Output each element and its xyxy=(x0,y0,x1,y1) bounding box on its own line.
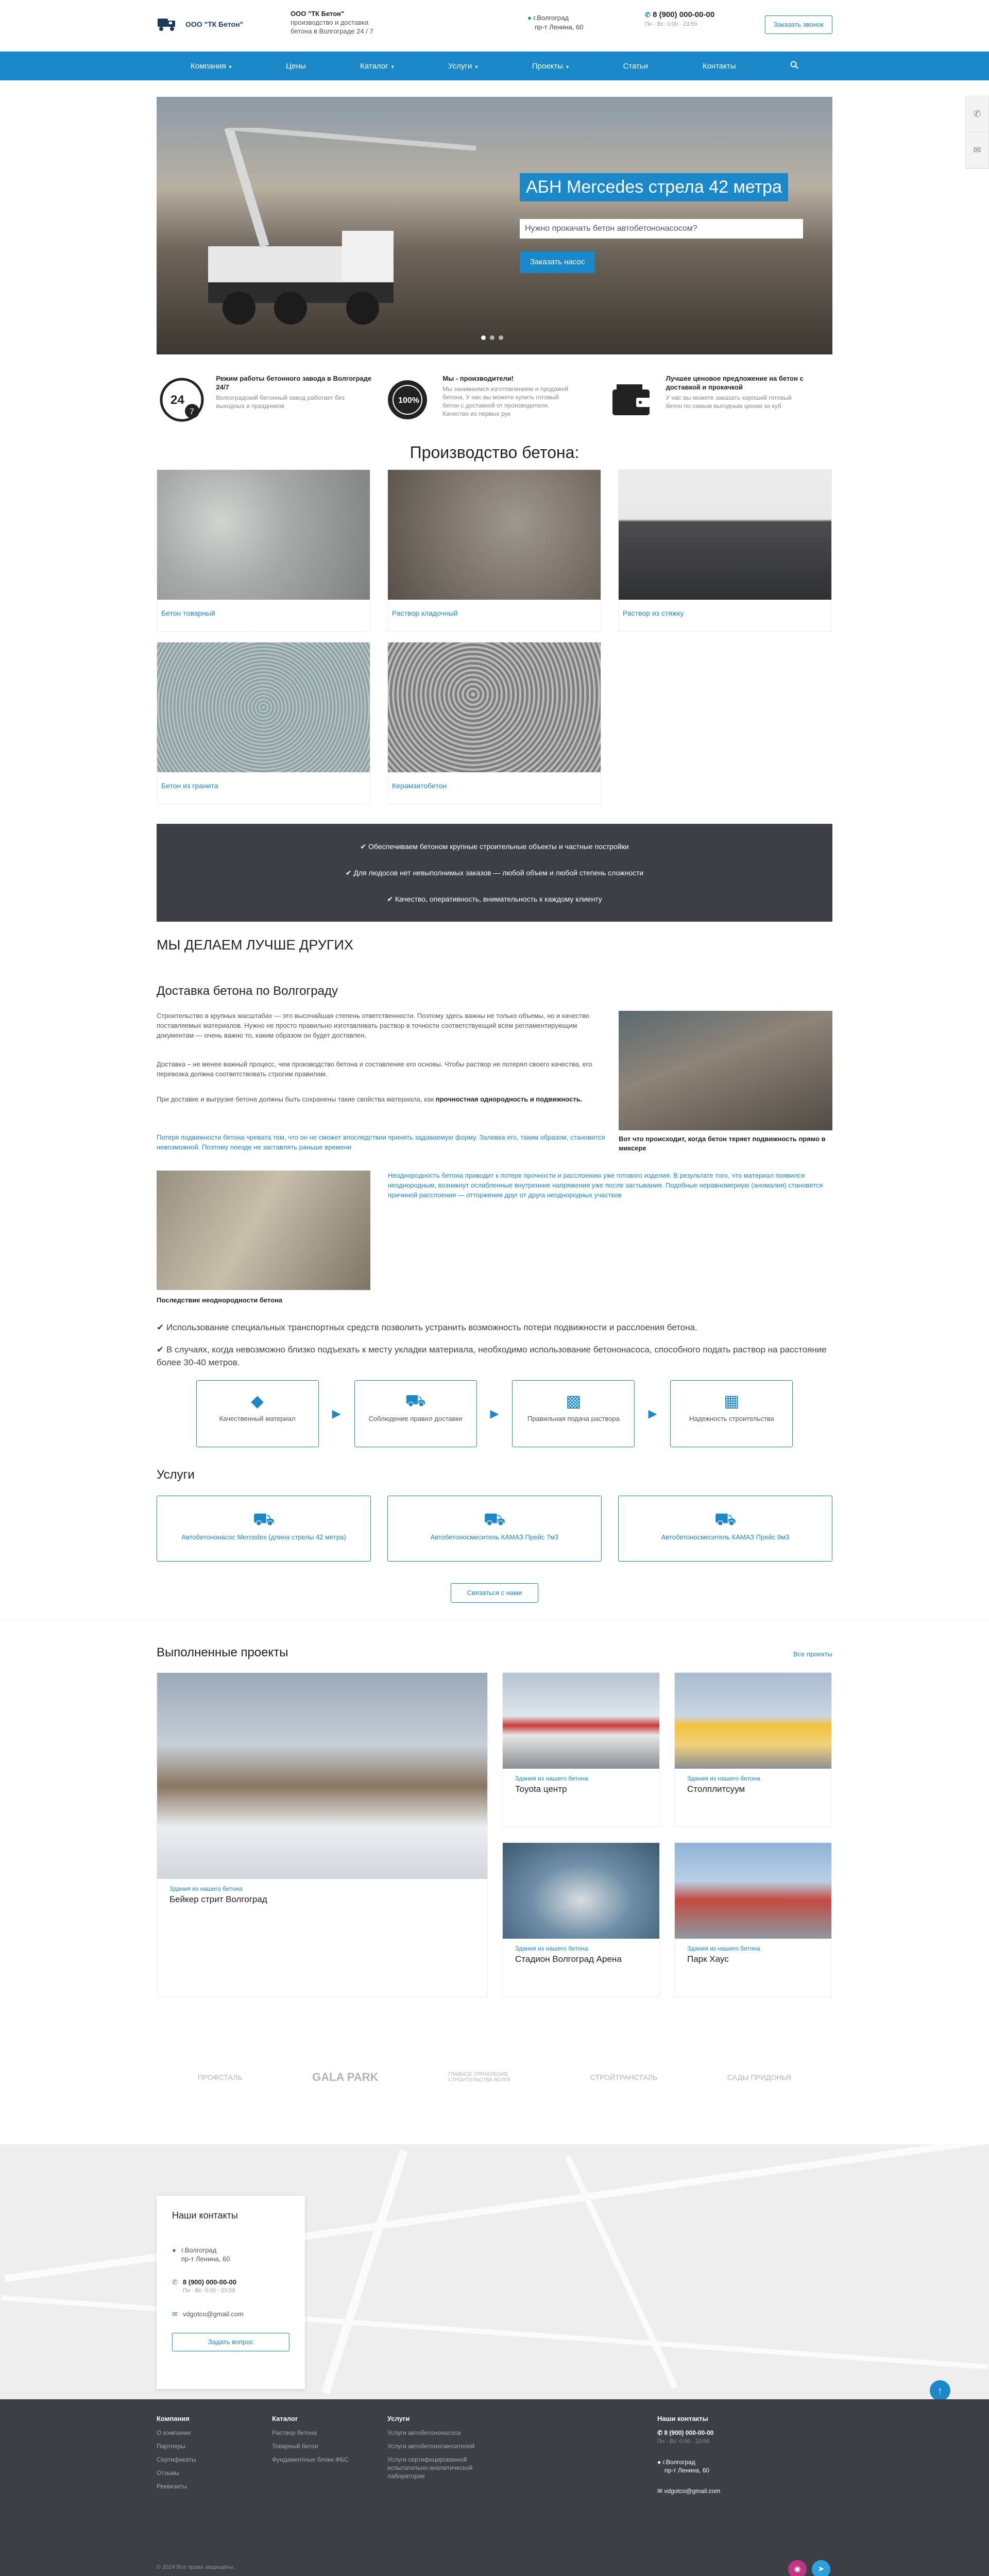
product-card[interactable] xyxy=(157,469,370,632)
article-paragraph: Доставка – не менее важный процесс, чем производство бетона и составление его основы. Чтобы раствор не потерял своего качества, его перевозка должна соответствовать строгим правилам. xyxy=(157,1060,592,1078)
footer-link[interactable]: Реквизиты xyxy=(157,2483,187,2490)
checkmark-icon: ✔ xyxy=(157,1345,164,1354)
arrow-right-icon: ▶ xyxy=(648,1407,657,1420)
phone-number: 8 (900) 000-00-00 xyxy=(182,2278,236,2286)
product-card[interactable] xyxy=(618,469,832,632)
partner-logo[interactable]: ГЛАВНОЕ УПРАВЛЕНИЕ СТРОИТЕЛЬСТВА ВОЛГА xyxy=(448,2072,511,2083)
step-card xyxy=(670,1380,793,1447)
partner-logo[interactable]: GALA PARK xyxy=(312,2071,379,2083)
footer-col-title: Компания xyxy=(157,2415,190,2422)
address-line-2: пр-т Ленина, 60 xyxy=(535,23,584,31)
side-widget xyxy=(965,96,989,169)
project-tag: Здания из нашего бетона xyxy=(687,1945,760,1952)
mail-icon: ✉ xyxy=(657,2487,663,2495)
header-phone[interactable] xyxy=(645,10,714,27)
partner-logo[interactable]: ПРОФСТАЛЬ xyxy=(198,2073,243,2081)
nav-label: Услуги xyxy=(448,61,472,71)
footer-link[interactable]: О компании xyxy=(157,2429,191,2436)
partners-row xyxy=(157,2062,832,2093)
arrow-right-icon: ▶ xyxy=(332,1407,341,1420)
nav-item-services[interactable] xyxy=(448,62,478,71)
company-name: ООО "ТК Бетон" xyxy=(291,10,345,18)
email-address: vdgotco@gmail.com xyxy=(182,2310,244,2318)
service-label: Автобетоносмеситель КАМАЗ Прейс 7м3 xyxy=(430,1533,559,1541)
delivery-heading: Доставка бетона по Волгограду xyxy=(157,984,338,998)
feature-item xyxy=(157,374,382,436)
building-icon: ▦ xyxy=(724,1392,740,1410)
chevron-down-icon: ▾ xyxy=(391,64,394,70)
project-title[interactable]: Toyota центр xyxy=(515,1784,567,1794)
diamond-icon: ◆ xyxy=(251,1392,264,1410)
project-card[interactable] xyxy=(674,1672,832,1827)
slider-dot[interactable] xyxy=(499,335,503,340)
address-line: г.Волгоград xyxy=(181,2246,217,2254)
article-strong-text: прочностная однородность и подвижность. xyxy=(435,1095,583,1103)
footer-col-title: Услуги xyxy=(387,2415,410,2422)
product-name[interactable]: Бетон из гранита xyxy=(161,782,218,790)
project-title[interactable]: Бейкер стрит Волгоград xyxy=(169,1894,267,1904)
mixer-photo xyxy=(619,1011,832,1130)
phone-number: 8 (900) 000-00-00 xyxy=(653,10,715,19)
project-tag: Здания из нашего бетона xyxy=(687,1775,760,1782)
feature-title: Мы - производители! xyxy=(442,375,514,382)
article-text: При доставке и выгрузке бетона должны быть сохранены такие свойства материала, как прочностная однородность и подвижность. xyxy=(157,1095,583,1103)
service-label: Автобетоносмеситель КАМАЗ Прейс 9м3 xyxy=(661,1533,790,1541)
work-hours: Пн - Вс: 0:00 - 23:59 xyxy=(182,2287,235,2294)
footer-col-title: Наши контакты xyxy=(657,2415,708,2422)
phone-icon: ✆ xyxy=(645,11,651,19)
project-tag: Здания из нашего бетона xyxy=(169,1885,243,1892)
project-image xyxy=(675,1843,831,1939)
mail-icon: ✉ xyxy=(172,2310,178,2318)
product-image xyxy=(388,470,601,600)
project-image xyxy=(503,1673,659,1769)
photo-caption: Последствие неоднородности бетона xyxy=(157,1296,283,1304)
order-pump-button[interactable]: Заказать насос xyxy=(520,251,595,273)
contact-us-button[interactable]: Связаться с нами xyxy=(451,1583,538,1603)
nav-item-contacts[interactable] xyxy=(703,62,736,71)
partner-logo[interactable]: САДЫ ПРИДОНЬЯ xyxy=(727,2073,791,2081)
nav-label: Каталог xyxy=(360,61,388,71)
company-desc-2: бетона в Волгограде 24 / 7 xyxy=(291,27,373,35)
mail-icon[interactable]: ✉ xyxy=(966,132,988,168)
work-hours: Пн - Вс: 0:00 - 23:59 xyxy=(645,21,697,27)
location-pin-icon: ● xyxy=(172,2246,176,2254)
nav-item-catalog[interactable] xyxy=(360,62,394,71)
logo[interactable] xyxy=(157,15,243,33)
footer-col-contacts xyxy=(657,2415,771,2500)
project-card[interactable] xyxy=(674,1842,832,1997)
nav-label: Цены xyxy=(286,61,306,71)
concrete-photo xyxy=(157,1171,370,1290)
product-image xyxy=(157,470,370,600)
wallet-icon xyxy=(607,374,657,426)
about-heading: МЫ ДЕЛАЕМ ЛУЧШЕ ДРУГИХ xyxy=(157,937,353,953)
services-heading: Услуги xyxy=(157,1468,195,1482)
phone-number: 8 (900) 000-00-00 xyxy=(664,2429,714,2436)
copyright: © 2024 Все права защищены. xyxy=(157,2564,235,2570)
projects-header xyxy=(157,1646,832,1660)
nav-label: Компания xyxy=(191,61,226,71)
services-row xyxy=(157,1496,832,1562)
article-paragraph: Потеря подвижности бетона чревата тем, что он не сможет впоследствии принять задаваемую форму. Заливка его, таким образом, становится невозможной. Поэтому поезде не заставлять раньше времени xyxy=(157,1133,605,1151)
service-card[interactable] xyxy=(157,1496,371,1562)
project-image xyxy=(675,1673,831,1769)
hero-question-field[interactable]: Нужно прокачать бетон автобетононасосом? xyxy=(520,219,803,239)
feature-item xyxy=(607,374,832,436)
company-desc-1: производство и доставка xyxy=(291,19,369,26)
step-card xyxy=(512,1380,635,1447)
article-paragraph xyxy=(157,1094,615,1104)
footer-link[interactable]: Отзывы xyxy=(157,2469,179,2477)
checks-list xyxy=(157,1321,832,1369)
advantages-banner xyxy=(157,824,832,922)
feature-text: Мы занимаемся изготовлением и продажей бетона. У нас вы можете купить готовый бетон с доставкой от производителя. Качество из первых рук xyxy=(442,385,569,417)
photo-caption: Вот что происходит, когда бетон теряет подвижность прямо в миксере xyxy=(619,1135,826,1152)
product-name[interactable]: Керамзитобетон xyxy=(392,782,447,790)
feature-item xyxy=(382,374,607,436)
order-call-button[interactable]: Заказать звонок xyxy=(765,15,832,34)
project-title[interactable]: Парк Хаус xyxy=(687,1954,729,1964)
svg-text:7: 7 xyxy=(189,408,194,416)
project-card[interactable] xyxy=(157,1672,488,1997)
svg-text:100%: 100% xyxy=(398,396,420,405)
contact-address xyxy=(172,2246,289,2263)
article-paragraph: Неоднородность бетона приводит к потере прочности и расслоению уже готового изделия. В результате того, что материал появился неоднородным, возникнут ослабленные внутренние напряжения уже после застывания. Подобные неравномерную (аномалия) становятся причиной расслоения — отторжения друг от друга неоднородных участков xyxy=(388,1172,823,1199)
footer-link[interactable]: Услуги автобетононасоса xyxy=(387,2429,461,2436)
clock-24-7-icon xyxy=(157,374,207,426)
checkmark-icon: ✔ xyxy=(157,1323,164,1332)
article-paragraph: Строительство в крупных масштабах — это высочайшая степень ответственности. Поэтому здесь важны не только объемы, но и качество поставляемых материалов. Нужно не просто правильно изготавливать раствор в точности соответствующий всем регламентирующим документам — очень важно то, каким образом он будет доставлен. xyxy=(157,1012,590,1039)
footer-link[interactable]: Раствор бетона xyxy=(272,2429,317,2436)
check-text: Использование специальных транспортных средств позволить устранить возможность потери подвижности и расслоения бетона. xyxy=(166,1323,697,1332)
chevron-down-icon: ▾ xyxy=(566,64,569,70)
footer xyxy=(0,2399,989,2576)
partner-logo[interactable]: СТРОЙТРАНСТАЛЬ xyxy=(590,2073,658,2081)
service-card[interactable] xyxy=(618,1496,832,1562)
steps-row xyxy=(157,1380,832,1447)
feature-text: У нас вы можете заказать хороший готовый бетон по самым выгодным ценам за куб xyxy=(666,394,792,410)
projects-grid xyxy=(157,1672,832,1997)
footer-col-catalog xyxy=(272,2415,349,2469)
project-card[interactable] xyxy=(502,1672,660,1827)
footer-col-company xyxy=(157,2415,196,2496)
advantage-line: ✔ Качество, оперативность, внимательность к каждому клиенту xyxy=(387,895,602,904)
footer-col-services xyxy=(387,2415,490,2485)
header-address xyxy=(527,13,583,32)
address-line-1: г.Волгоград xyxy=(533,14,569,22)
search-icon[interactable] xyxy=(790,61,798,71)
hero-slider xyxy=(157,97,832,354)
step-label: Надежность строительства xyxy=(689,1415,774,1422)
product-image xyxy=(157,642,370,772)
product-name[interactable]: Раствор из стяжку xyxy=(623,609,684,617)
ask-question-button[interactable]: Задать вопрос xyxy=(172,2333,289,2351)
check-text: В случаях, когда невозможно близко подъехать к месту укладки материала, необходимо использование бетононасоса, способного подать раствор на расстояние более 30-40 метров. xyxy=(157,1345,827,1367)
location-pin-icon: ● xyxy=(527,14,532,22)
production-title: Производство бетона: xyxy=(410,443,579,462)
footer-link[interactable]: Партнеры xyxy=(157,2443,185,2450)
project-image xyxy=(503,1843,659,1939)
advantage-line: ✔ Обеспечиваем бетоном крупные строительные объекты и частные постройки xyxy=(360,842,628,851)
advantage-line: ✔ Для людосов нет невыполнимых заказов — любой объем и любой степень сложности xyxy=(346,869,643,877)
hero-title: АБН Mercedes стрела 42 метра xyxy=(520,173,788,201)
header xyxy=(0,0,989,52)
scroll-up-icon[interactable]: ↑ xyxy=(930,2380,950,2401)
nav-label: Контакты xyxy=(702,61,736,71)
address-line: г.Волгоград xyxy=(662,2459,695,2466)
products-grid xyxy=(157,469,832,804)
phone-icon: ✆ xyxy=(172,2278,178,2286)
footer-link[interactable]: Услуги сертифицированной испытательно-аналитической лаборатории xyxy=(387,2456,473,2480)
product-card[interactable] xyxy=(157,642,370,804)
product-card[interactable] xyxy=(387,642,601,804)
project-title[interactable]: Стадион Волгоград Арена xyxy=(515,1954,622,1964)
contact-email[interactable] xyxy=(172,2310,289,2318)
slider-dots xyxy=(481,335,503,340)
truck-pump-image xyxy=(187,128,476,344)
step-label: Качественный материал xyxy=(219,1415,296,1422)
footer-address xyxy=(657,2458,771,2475)
truck-icon: ⛟ xyxy=(483,1510,506,1529)
footer-link[interactable]: Товарный бетон xyxy=(272,2443,318,2450)
main-nav xyxy=(0,52,989,80)
contacts-heading: Наши контакты xyxy=(172,2210,238,2221)
feature-title: Режим работы бетонного завода в Волгограде 24/7 xyxy=(216,375,372,391)
footer-link[interactable]: Сертификаты xyxy=(157,2456,196,2463)
nav-item-company[interactable] xyxy=(191,62,232,71)
step-label: Соблюдение правил доставки xyxy=(368,1415,463,1422)
footer-col-title: Каталог xyxy=(272,2415,298,2422)
project-card[interactable] xyxy=(502,1842,660,1997)
logo-text: ООО "ТК Бетон" xyxy=(185,20,244,28)
step-card xyxy=(354,1380,477,1447)
location-pin-icon: ● xyxy=(657,2459,661,2466)
logo-truck-icon xyxy=(157,15,180,33)
instagram-icon[interactable]: ◉ xyxy=(788,2560,807,2576)
nav-item-projects[interactable] xyxy=(532,62,569,71)
step-label: Правильная подача раствора xyxy=(527,1415,620,1422)
service-label: Автобетононасос Mercedes (длина стрелы 42 метра) xyxy=(181,1533,346,1541)
callback-phone-icon[interactable]: ✆ xyxy=(966,96,988,132)
check-item xyxy=(157,1343,832,1369)
work-hours: Пн - Вс: 0:00 - 23:59 xyxy=(657,2438,710,2445)
nav-item-articles[interactable] xyxy=(623,62,649,71)
nav-label: Проекты xyxy=(532,61,564,71)
all-projects-link[interactable]: Все проекты xyxy=(793,1650,832,1658)
check-item xyxy=(157,1321,832,1334)
truck-icon: ⛟ xyxy=(714,1510,737,1529)
product-card[interactable] xyxy=(387,469,601,632)
address-line: пр-т Ленина, 60 xyxy=(664,2467,710,2474)
projects-heading: Выполненные проекты xyxy=(157,1646,288,1659)
contacts-card xyxy=(157,2196,305,2389)
product-image xyxy=(388,642,601,772)
chevron-down-icon: ▾ xyxy=(229,64,232,70)
footer-link[interactable]: Услуги автобетоносмесителей xyxy=(387,2443,475,2450)
project-tag: Здания из нашего бетона xyxy=(515,1775,588,1782)
product-name[interactable]: Бетон товарный xyxy=(161,609,215,617)
telegram-icon[interactable]: ➤ xyxy=(812,2560,830,2576)
address-line: пр-т Ленина, 60 xyxy=(181,2255,230,2263)
arrow-right-icon: ▶ xyxy=(490,1407,499,1420)
footer-phone[interactable] xyxy=(657,2429,771,2446)
service-card[interactable] xyxy=(387,1496,602,1562)
features xyxy=(157,374,832,436)
step-card xyxy=(196,1380,319,1447)
project-tag: Здания из нашего бетона xyxy=(515,1945,588,1952)
footer-link[interactable]: Фундаментные блоки ФБС xyxy=(272,2456,349,2463)
quality-badge-icon xyxy=(382,374,433,426)
truck-icon: ⛟ xyxy=(252,1510,275,1529)
project-title[interactable]: Столплитсуум xyxy=(687,1784,745,1794)
product-name[interactable]: Раствор кладочный xyxy=(392,609,458,617)
chevron-down-icon: ▾ xyxy=(475,64,478,70)
svg-text:24: 24 xyxy=(170,393,184,407)
slider-dot[interactable] xyxy=(490,335,494,340)
nav-item-prices[interactable] xyxy=(286,62,306,71)
company-info xyxy=(291,9,373,36)
product-image xyxy=(619,470,831,600)
feature-text: Волгоградский бетонный завод работает без выходных и праздников xyxy=(216,394,345,410)
nav-label: Статьи xyxy=(623,61,649,71)
truck-icon: ⛟ xyxy=(405,1391,426,1410)
section-divider xyxy=(0,1619,989,1620)
phone-icon: ✆ xyxy=(657,2429,663,2436)
pour-icon: ▩ xyxy=(566,1392,582,1410)
contact-phone[interactable] xyxy=(172,2278,289,2295)
footer-email[interactable] xyxy=(657,2487,771,2495)
slider-dot[interactable] xyxy=(481,335,486,340)
contacts-map[interactable] xyxy=(0,2144,989,2399)
feature-title: Лучшее ценовое предложение на бетон с доставкой и прокачкой xyxy=(666,375,804,391)
project-image xyxy=(157,1673,487,1879)
delivery-article xyxy=(157,1011,832,1321)
email-address: vdgotco@gmail.com xyxy=(664,2487,721,2495)
